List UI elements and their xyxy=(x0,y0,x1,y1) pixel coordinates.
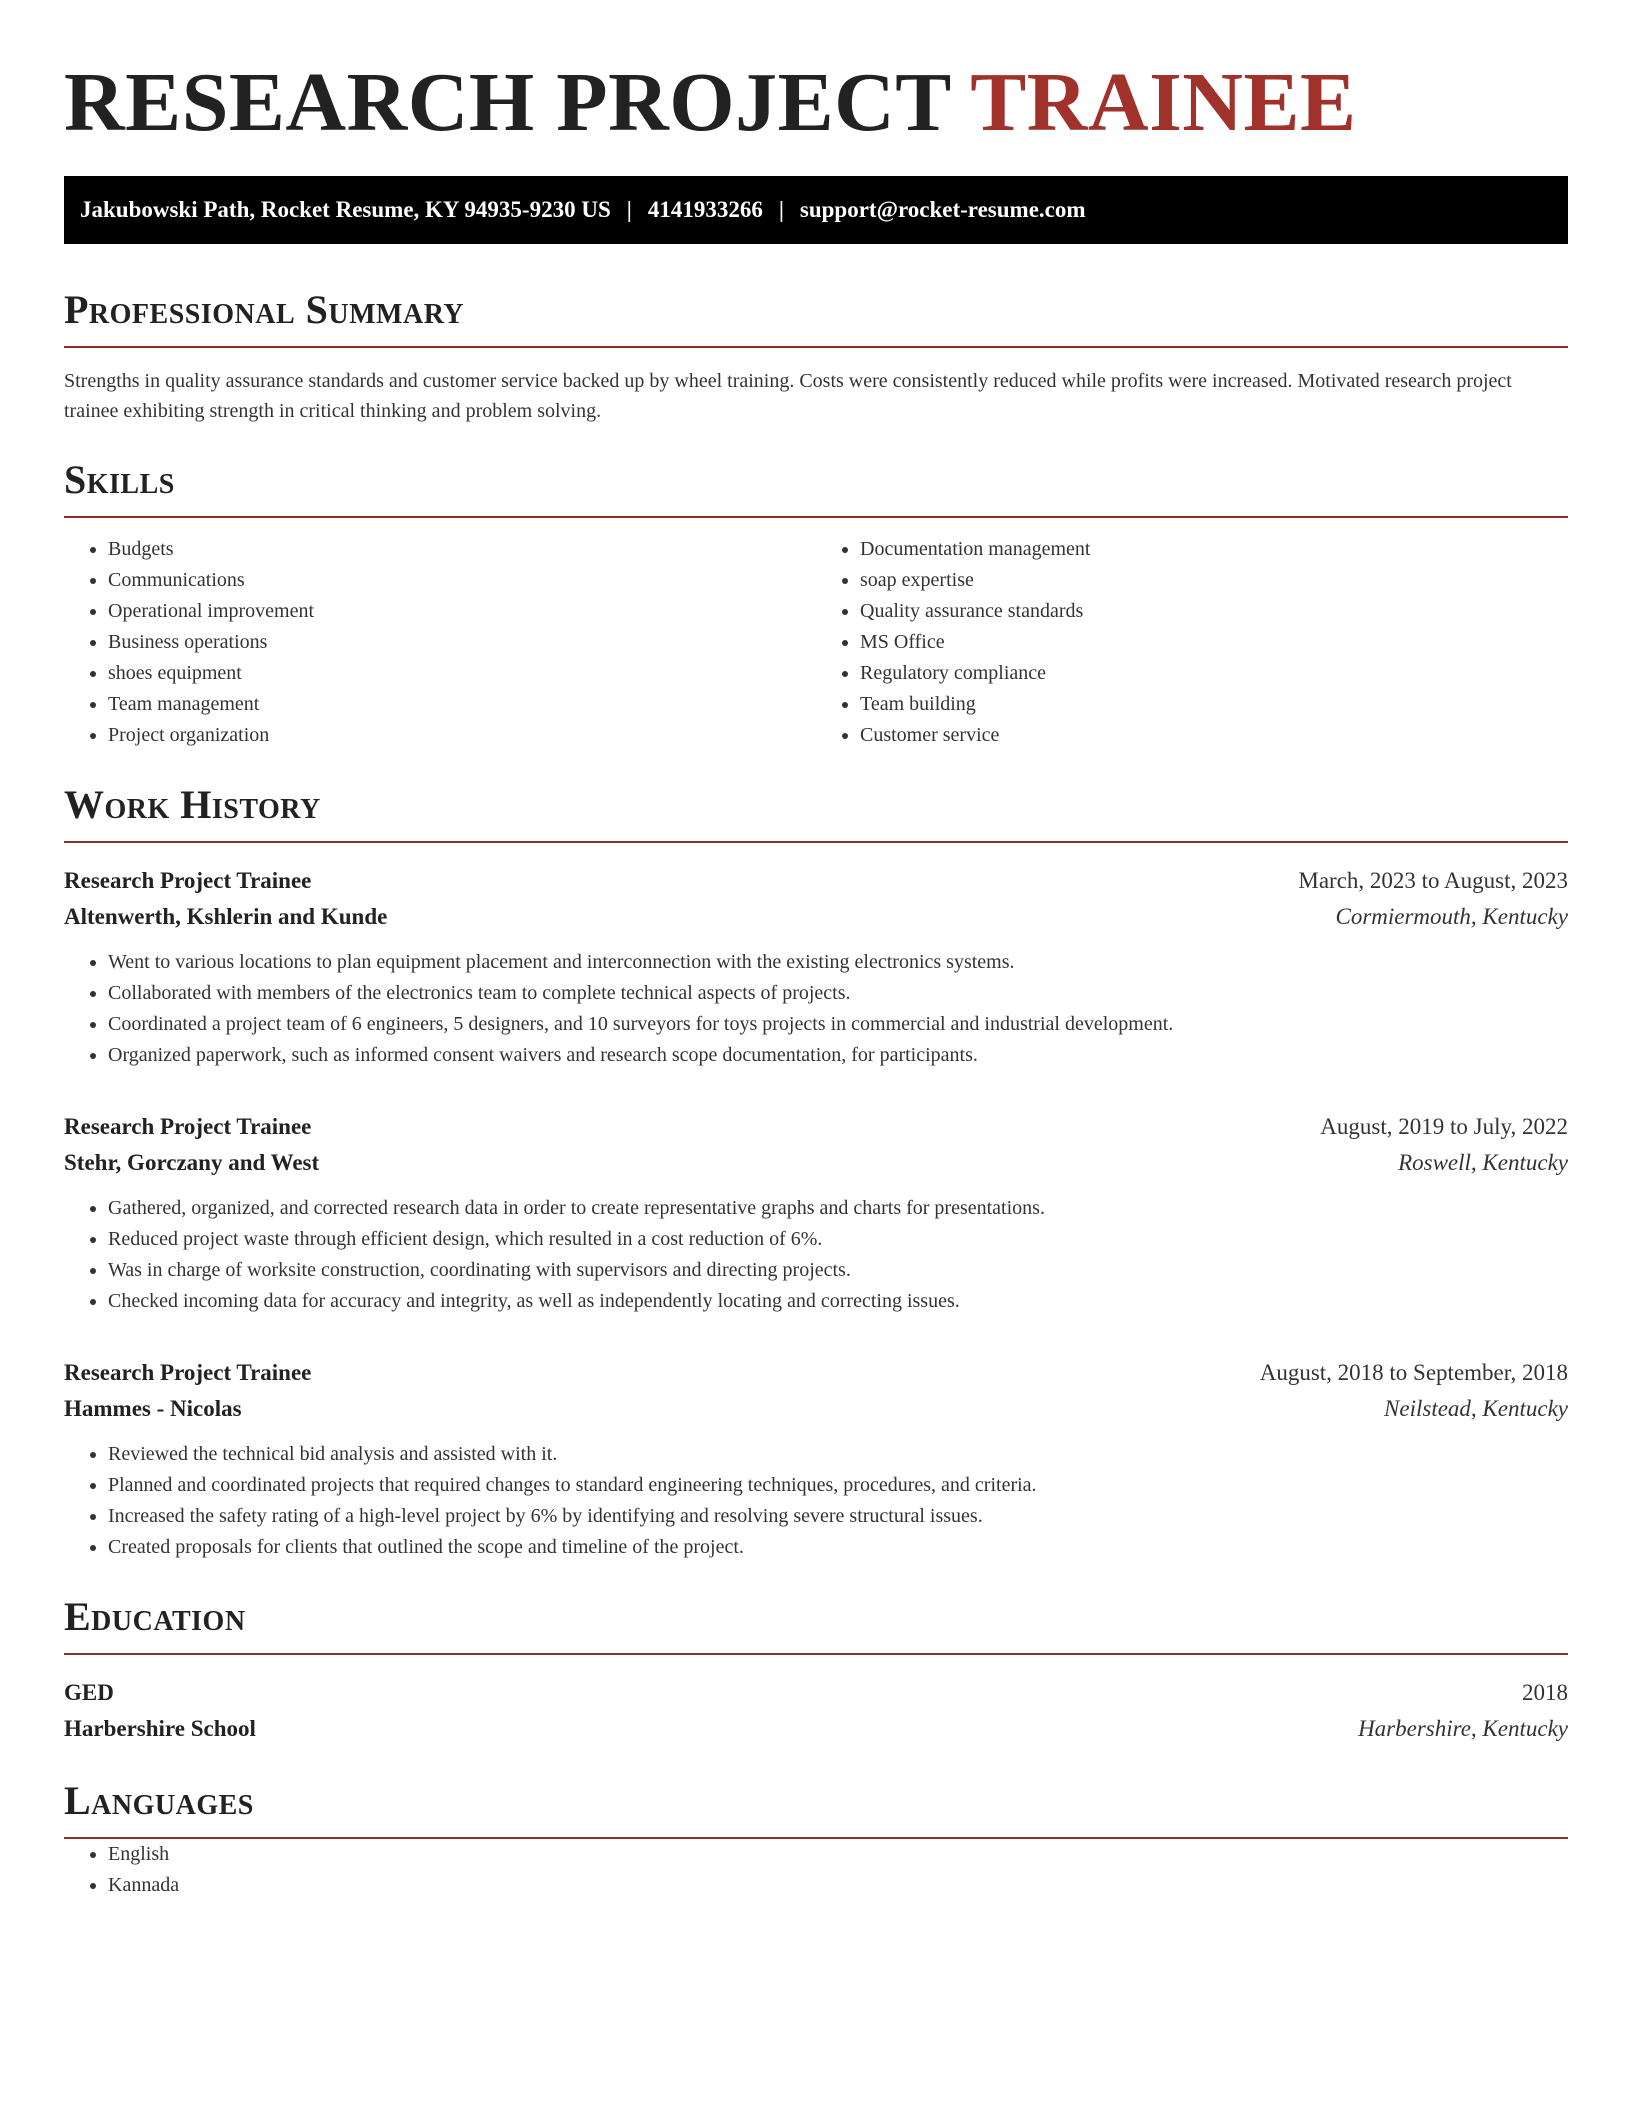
job-bullet: • Organized paperwork, such as informed consent waivers and research scope documentation, for participants. xyxy=(108,1040,1568,1071)
job-company: Stehr, Gorczany and West xyxy=(64,1150,320,1175)
contact-phone: 4141933266 xyxy=(647,197,763,222)
summary-section xyxy=(64,286,1568,426)
job-bullet: • Coordinated a project team of 6 engineers, 5 designers, and 10 surveyors for toys projects in commercial and industrial development. xyxy=(108,1009,1568,1040)
contact-email[interactable]: support@rocket-resume.com xyxy=(799,197,1086,222)
resume-title xyxy=(64,0,1568,150)
job-bullet: • Reduced project waste through efficient design, which resulted in a cost reduction of 6%. xyxy=(108,1224,1568,1255)
job-bullets xyxy=(64,1439,1568,1563)
skill-item: • Quality assurance standards xyxy=(860,596,1568,627)
job-bullets xyxy=(64,1193,1568,1317)
skill-item: • Communications xyxy=(108,565,816,596)
skill-item: • Documentation management xyxy=(860,534,1568,565)
work-history-heading: Work History xyxy=(64,781,1568,843)
job-bullet: • Increased the safety rating of a high-level project by 6% by identifying and resolving severe structural issues. xyxy=(108,1501,1568,1532)
title-main: RESEARCH PROJECT xyxy=(64,56,951,149)
job-bullet: • Collaborated with members of the electronics team to complete technical aspects of projects. xyxy=(108,978,1568,1009)
skills-section xyxy=(64,456,1568,751)
skill-item: • Team building xyxy=(860,689,1568,720)
job-header-row xyxy=(64,1109,1568,1145)
job-location: Cormiermouth, Kentucky xyxy=(1335,904,1568,929)
skill-item: • shoes equipment xyxy=(108,658,816,689)
skills-list-left xyxy=(64,534,816,751)
education-degree-row xyxy=(64,1675,1568,1711)
education-degree: GED xyxy=(64,1680,114,1705)
skill-item: • Customer service xyxy=(860,720,1568,751)
job-title: Research Project Trainee xyxy=(64,1114,312,1139)
job-location: Roswell, Kentucky xyxy=(1398,1150,1568,1175)
education-entry xyxy=(64,1675,1568,1747)
job-bullet: • Went to various locations to plan equipment placement and interconnection with the existing electronics systems. xyxy=(108,947,1568,978)
job-bullet: • Gathered, organized, and corrected research data in order to create representative graphs and charts for presentations. xyxy=(108,1193,1568,1224)
skill-item: • soap expertise xyxy=(860,565,1568,596)
education-year: 2018 xyxy=(1522,1680,1568,1705)
education-heading: Education xyxy=(64,1593,1568,1655)
skill-item: • MS Office xyxy=(860,627,1568,658)
skill-item: • Team management xyxy=(108,689,816,720)
job-bullet: • Reviewed the technical bid analysis and assisted with it. xyxy=(108,1439,1568,1470)
language-item: • Kannada xyxy=(108,1870,1568,1901)
job-dates: August, 2018 to September, 2018 xyxy=(1259,1360,1568,1385)
job-title: Research Project Trainee xyxy=(64,868,312,893)
contact-bar xyxy=(64,176,1568,244)
skill-item: • Budgets xyxy=(108,534,816,565)
job-entry xyxy=(64,863,1568,1071)
job-dates: August, 2019 to July, 2022 xyxy=(1320,1114,1568,1139)
job-bullet: • Created proposals for clients that outlined the scope and timeline of the project. xyxy=(108,1532,1568,1563)
skill-item: • Operational improvement xyxy=(108,596,816,627)
skill-item: • Project organization xyxy=(108,720,816,751)
contact-address: Jakubowski Path, Rocket Resume, KY 94935-9230 US xyxy=(80,197,611,222)
summary-heading: Professional Summary xyxy=(64,286,1568,348)
job-company-row xyxy=(64,1391,1568,1427)
work-history-section xyxy=(64,781,1568,1563)
job-entry xyxy=(64,1109,1568,1317)
skills-list-right xyxy=(816,534,1568,751)
job-entry xyxy=(64,1355,1568,1563)
job-dates: March, 2023 to August, 2023 xyxy=(1298,868,1568,893)
title-accent: TRAINEE xyxy=(970,56,1357,149)
education-school-row xyxy=(64,1711,1568,1747)
job-header-row xyxy=(64,1355,1568,1391)
job-company-row xyxy=(64,1145,1568,1181)
skill-item: • Business operations xyxy=(108,627,816,658)
languages-list xyxy=(64,1839,1568,1901)
skills-columns xyxy=(64,534,1568,751)
language-item: • English xyxy=(108,1839,1568,1870)
job-bullet: • Planned and coordinated projects that required changes to standard engineering techniques, procedures, and criteria. xyxy=(108,1470,1568,1501)
education-school: Harbershire School xyxy=(64,1716,256,1741)
languages-heading: Languages xyxy=(64,1777,1568,1839)
job-bullet: • Checked incoming data for accuracy and integrity, as well as independently locating and correcting issues. xyxy=(108,1286,1568,1317)
job-location: Neilstead, Kentucky xyxy=(1384,1396,1568,1421)
education-location: Harbershire, Kentucky xyxy=(1358,1716,1568,1741)
job-company: Altenwerth, Kshlerin and Kunde xyxy=(64,904,388,929)
job-company-row xyxy=(64,899,1568,935)
contact-separator: | xyxy=(778,197,784,222)
summary-text: Strengths in quality assurance standards and customer service backed up by wheel training. Costs were consistently reduced while profits were increased. Motivated research project trainee exhibiting strength in critical thinking and problem solving. xyxy=(64,370,1512,422)
job-bullets xyxy=(64,947,1568,1071)
languages-section xyxy=(64,1777,1568,1901)
skills-heading: Skills xyxy=(64,456,1568,518)
job-header-row xyxy=(64,863,1568,899)
skill-item: • Regulatory compliance xyxy=(860,658,1568,689)
job-bullet: • Was in charge of worksite construction, coordinating with supervisors and directing projects. xyxy=(108,1255,1568,1286)
contact-separator: | xyxy=(626,197,632,222)
job-title: Research Project Trainee xyxy=(64,1360,312,1385)
job-company: Hammes - Nicolas xyxy=(64,1396,242,1421)
education-section xyxy=(64,1593,1568,1747)
